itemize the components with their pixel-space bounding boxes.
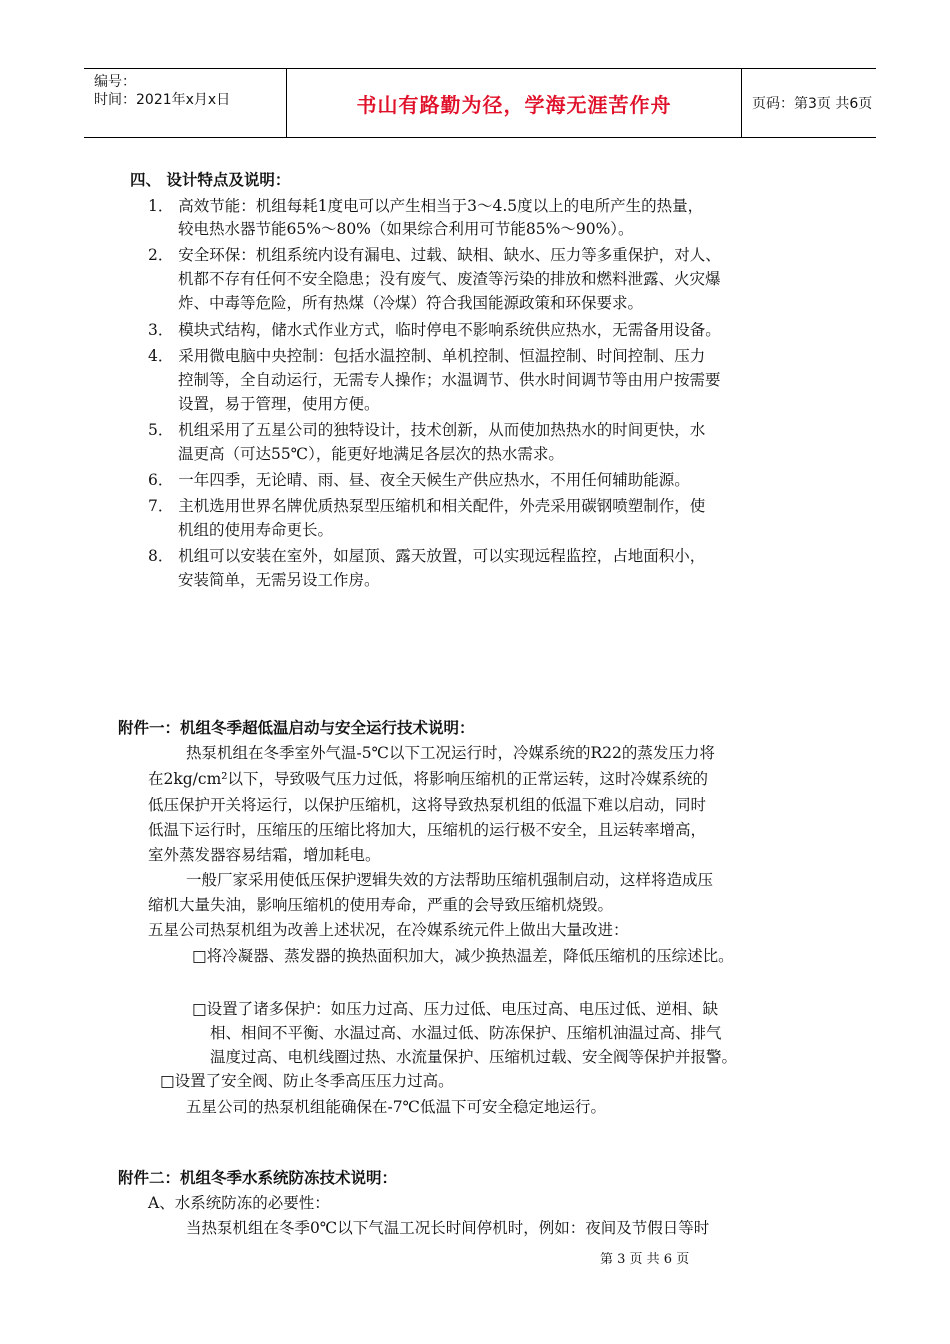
section4-line: 较电热水器节能65%～80%（如果综合利用可节能85%～90%）。 xyxy=(178,220,634,238)
header-page-label: 页码：第3页 共6页 xyxy=(752,96,873,112)
section4-line: 温更高（可达55℃），能更好地满足各层次的热水需求。 xyxy=(178,445,564,463)
annex1-line: 低压保护开关将运行，以保护压缩机，这将导致热泵机组的低温下难以启动，同时 xyxy=(148,796,707,814)
section4-line: 机组的使用寿命更长。 xyxy=(178,521,334,539)
annex1-line: 室外蒸发器容易结霜，增加耗电。 xyxy=(148,846,381,864)
header-left-cell xyxy=(84,69,286,137)
section4-line: 控制等，全自动运行，无需专人操作；水温调节、供水时间调节等由用户按需要 xyxy=(178,371,721,389)
section4-line: 炸、中毒等危险，所有热煤（冷煤）符合我国能源政策和环保要求。 xyxy=(178,294,644,312)
annex1-line: 五星公司热泵机组为改善上述状况，在冷媒系统元件上做出大量改进： xyxy=(148,921,629,939)
section4-line: 5． 机组采用了五星公司的独特设计，技术创新，从而使加热热水的时间更快，水 xyxy=(148,421,706,439)
annex1-heading: 附件一：机组冬季超低温启动与安全运行技术说明： xyxy=(118,719,475,737)
section4-line: 安装简单，无需另设工作房。 xyxy=(178,571,380,589)
annex1-line: □设置了诸多保护：如压力过高、压力过低、电压过高、电压过低、逆相、缺 xyxy=(192,1000,719,1018)
section4-line: 4． 采用微电脑中央控制：包括水温控制、单机控制、恒温控制、时间控制、压力 xyxy=(148,347,706,365)
section4-line: 7． 主机选用世界名牌优质热泵型压缩机和相关配件，外壳采用碳钢喷塑制作，使 xyxy=(148,497,706,515)
section4-line: 3． 模块式结构，储水式作业方式，临时停电不影响系统供应热水，无需备用设备。 xyxy=(148,321,721,339)
annex1-line: 温度过高、电机线圈过热、水流量保护、压缩机过载、安全阀等保护并报警。 xyxy=(210,1048,738,1066)
section4-line: 1． 高效节能：机组每耗1度电可以产生相当于3～4.5度以上的电所产生的热量， xyxy=(148,197,704,215)
annex2-heading: 附件二：机组冬季水系统防冻技术说明： xyxy=(118,1169,398,1187)
annex1-line: 缩机大量失油，影响压缩机的使用寿命，严重的会导致压缩机烧毁。 xyxy=(148,896,614,914)
annex1-line: □将冷凝器、蒸发器的换热面积加大，减少换热温差，降低压缩机的压综述比。 xyxy=(192,947,734,965)
section4-heading: 四、 设计特点及说明： xyxy=(130,171,291,189)
section4-line: 机都不存有任何不安全隐患；没有废气、废渣等污染的排放和燃料泄露、火灾爆 xyxy=(178,270,721,288)
annex1-line: 热泵机组在冬季室外气温-5℃以下工况运行时，冷媒系统的R22的蒸发压力将 xyxy=(186,744,715,762)
header-time-label: 时间：2021年x月x日 xyxy=(94,92,231,108)
section4-line: 2． 安全环保：机组系统内设有漏电、过载、缺相、缺水、压力等多重保护，对人、 xyxy=(148,246,721,264)
annex1-line: 在2kg/cm²以下，导致吸气压力过低，将影响压缩机的正常运转，这时冷媒系统的 xyxy=(148,770,708,788)
section4-line: 6． 一年四季，无论晴、雨、昼、夜全天候生产供应热水，不用任何辅助能源。 xyxy=(148,471,690,489)
section4-line: 8． 机组可以安装在室外，如屋顶、露天放置，可以实现远程监控，占地面积小， xyxy=(148,547,706,565)
header-number-label: 编号： xyxy=(94,74,136,90)
annex1-line: 相、相间不平衡、水温过高、水温过低、防冻保护、压缩机油温过高、排气 xyxy=(210,1024,722,1042)
annex1-line: □设置了安全阀、防止冬季高压压力过高。 xyxy=(160,1072,454,1090)
annex2-line: A、水系统防冻的必要性： xyxy=(148,1194,330,1212)
annex2-line: 当热泵机组在冬季0℃以下气温工况长时间停机时，例如：夜间及节假日等时 xyxy=(186,1219,710,1237)
annex1-line: 五星公司的热泵机组能确保在-7℃低温下可安全稳定地运行。 xyxy=(186,1098,606,1116)
header-motto: 书山有路勤为径，学海无涯苦作舟 xyxy=(286,69,742,137)
page-header xyxy=(84,68,876,138)
page-footer: 第 3 页 共 6 页 xyxy=(600,1252,690,1267)
annex1-line: 一般厂家采用使低压保护逻辑失效的方法帮助压缩机强制启动，这样将造成压 xyxy=(186,871,714,889)
annex1-line: 低温下运行时，压缩压的压缩比将加大，压缩机的运行极不安全，且运转率增高， xyxy=(148,821,707,839)
section4-line: 设置，易于管理，使用方便。 xyxy=(178,395,380,413)
